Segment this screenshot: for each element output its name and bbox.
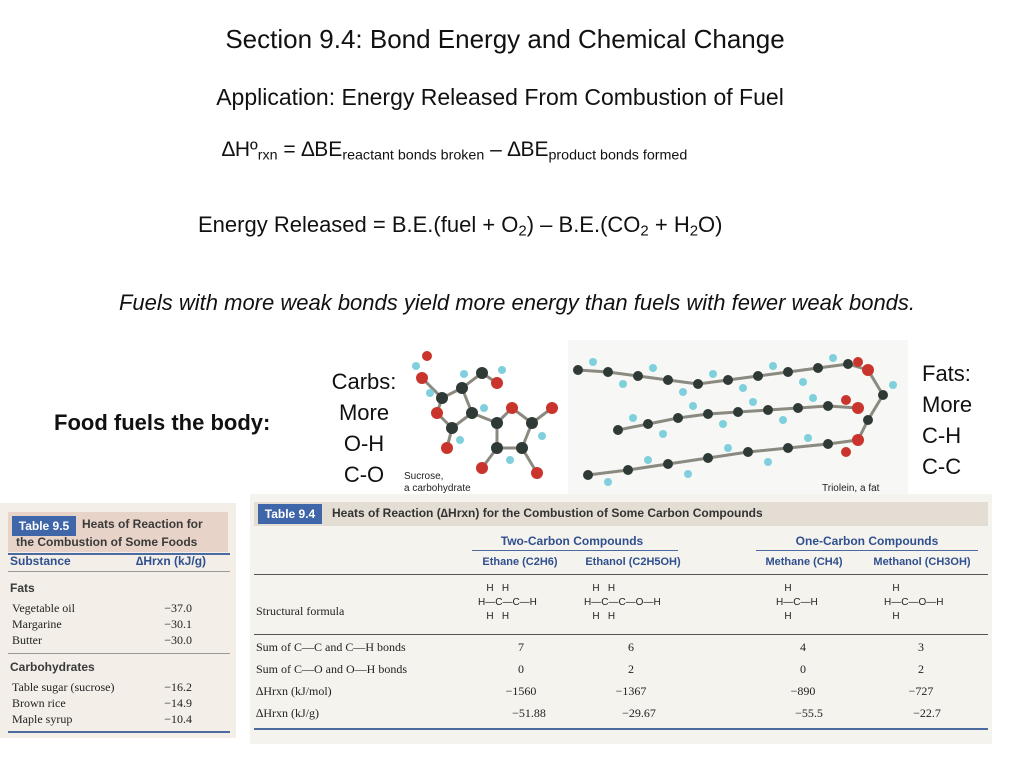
table-row-value: −16.2 bbox=[164, 680, 192, 694]
row-label: Structural formula bbox=[256, 604, 345, 618]
fats-line: C-C bbox=[922, 454, 962, 479]
table-cell: 6 bbox=[628, 640, 634, 654]
table-9-5-col-substance: Substance bbox=[10, 554, 71, 568]
table-row-value: −30.1 bbox=[164, 617, 192, 631]
col-methanol: Methanol (CH3OH) bbox=[873, 556, 971, 568]
fats-line: More bbox=[922, 392, 973, 417]
table-cell: 4 bbox=[800, 640, 806, 654]
table-9-5-number: Table 9.5 bbox=[12, 516, 76, 536]
eq2-sub2: 2 bbox=[640, 222, 649, 240]
carbs-line: C-O bbox=[343, 462, 385, 487]
eq2-sub3: 2 bbox=[689, 222, 699, 240]
table-9-4-number: Table 9.4 bbox=[258, 504, 322, 524]
carbs-line: More bbox=[338, 400, 390, 425]
fats-label bbox=[922, 358, 972, 482]
triolein-molecule-image bbox=[568, 340, 908, 495]
table-cell: 7 bbox=[518, 640, 524, 654]
table-row-value: −14.9 bbox=[164, 696, 192, 710]
enthalpy-equation bbox=[222, 138, 687, 164]
weak-bonds-statement: Fuels with more weak bonds yield more energy than fuels with fewer weak bonds. bbox=[118, 290, 916, 315]
table-cell: 3 bbox=[918, 640, 924, 654]
page-subtitle: Application: Energy Released From Combustion of Fuel bbox=[216, 84, 784, 110]
structure-methane: H H—C—H H bbox=[776, 583, 818, 622]
eq2-part1: Energy Released = B.E.(fuel + O bbox=[198, 212, 519, 237]
table-cell: 2 bbox=[918, 662, 924, 676]
eq2-part2: ) – B.E.(CO bbox=[526, 212, 641, 237]
food-fuels-label: Food fuels the body: bbox=[54, 410, 271, 435]
group-two-carbon: Two-Carbon Compounds bbox=[500, 534, 644, 548]
table-cell: −727 bbox=[908, 684, 934, 698]
eq1-equals: = ∆BE bbox=[277, 138, 343, 161]
table-rule bbox=[8, 571, 230, 572]
table-row-name: Vegetable oil bbox=[12, 601, 75, 615]
table-cell: −890 bbox=[790, 684, 816, 698]
carbs-line: Carbs: bbox=[331, 369, 397, 394]
energy-released-equation bbox=[198, 212, 723, 240]
triolein-caption: Triolein, a fat bbox=[822, 483, 880, 494]
carbs-label bbox=[322, 366, 406, 490]
eq1-minus: – ∆BE bbox=[484, 138, 549, 161]
row-label: ∆Hrxn (kJ/g) bbox=[256, 706, 319, 720]
group-rule bbox=[472, 550, 678, 551]
table-row-value: −37.0 bbox=[164, 601, 192, 615]
table-row-name: Brown rice bbox=[12, 696, 66, 710]
col-ethane: Ethane (C2H6) bbox=[482, 556, 558, 568]
page-title: Section 9.4: Bond Energy and Chemical Change bbox=[225, 24, 785, 54]
eq1-lhs-sub: rxn bbox=[257, 147, 278, 164]
eq1-term2-sub: product bonds formed bbox=[548, 147, 688, 164]
table-9-5-section-fats: Fats bbox=[10, 581, 35, 595]
fats-line: Fats: bbox=[922, 361, 971, 386]
table-9-4 bbox=[250, 494, 992, 744]
table-row-value: −30.0 bbox=[164, 633, 192, 647]
table-row-name: Butter bbox=[12, 633, 42, 647]
table-9-5-col-value: ∆Hrxn (kJ/g) bbox=[136, 554, 207, 568]
table-cell: −22.7 bbox=[913, 706, 941, 720]
table-cell: −51.88 bbox=[512, 706, 546, 720]
table-cell: −29.67 bbox=[622, 706, 656, 720]
sucrose-caption-line: a carbohydrate bbox=[404, 483, 471, 494]
table-cell: 0 bbox=[518, 662, 524, 676]
table-cell: −1367 bbox=[615, 684, 647, 698]
group-rule bbox=[756, 550, 978, 551]
sucrose-caption-line: Sucrose, bbox=[404, 471, 444, 482]
col-ethanol: Ethanol (C2H5OH) bbox=[585, 556, 681, 568]
structure-ethane: H H H—C—C—H H H bbox=[478, 583, 537, 622]
col-methane: Methane (CH4) bbox=[765, 556, 843, 568]
table-row-value: −10.4 bbox=[164, 712, 192, 726]
table-9-5-header bbox=[8, 512, 228, 552]
table-9-5-title-line1: Heats of Reaction for bbox=[82, 517, 203, 531]
table-9-5-title-line2: the Combustion of Some Foods bbox=[16, 535, 198, 549]
sucrose-caption bbox=[404, 471, 471, 495]
table-rule bbox=[254, 634, 988, 635]
table-row-name: Maple syrup bbox=[12, 712, 73, 726]
eq2-part4: O) bbox=[698, 212, 723, 237]
carbs-line: O-H bbox=[343, 431, 385, 456]
table-9-5 bbox=[0, 503, 236, 738]
row-label: ∆Hrxn (kJ/mol) bbox=[256, 684, 332, 698]
eq1-term1-sub: reactant bonds broken bbox=[342, 147, 485, 164]
table-cell: −1560 bbox=[505, 684, 537, 698]
table-rule bbox=[254, 574, 988, 575]
table-cell: 2 bbox=[628, 662, 634, 676]
row-label: Sum of C—C and C—H bonds bbox=[256, 640, 406, 654]
table-rule bbox=[8, 653, 230, 654]
eq2-sub1: 2 bbox=[518, 222, 527, 240]
table-rule bbox=[254, 728, 988, 730]
fats-line: C-H bbox=[922, 423, 962, 448]
row-label: Sum of C—O and O—H bonds bbox=[256, 662, 408, 676]
structure-methanol: H H—C—O—H H bbox=[884, 583, 944, 622]
eq1-lhs: ∆Hº bbox=[222, 138, 258, 161]
table-9-5-section-carbohydrates: Carbohydrates bbox=[10, 660, 95, 674]
table-row-name: Margarine bbox=[12, 617, 62, 631]
group-one-carbon: One-Carbon Compounds bbox=[795, 534, 939, 548]
structure-ethanol: H H H—C—C—O—H H H bbox=[584, 583, 661, 622]
table-9-4-header bbox=[254, 502, 988, 526]
table-rule bbox=[8, 731, 230, 733]
table-cell: −55.5 bbox=[795, 706, 823, 720]
table-9-4-title: Heats of Reaction (∆Hrxn) for the Combustion of Some Carbon Compounds bbox=[332, 506, 763, 520]
eq2-part3: + H bbox=[648, 212, 690, 237]
table-row-name: Table sugar (sucrose) bbox=[12, 680, 115, 694]
table-cell: 0 bbox=[800, 662, 806, 676]
